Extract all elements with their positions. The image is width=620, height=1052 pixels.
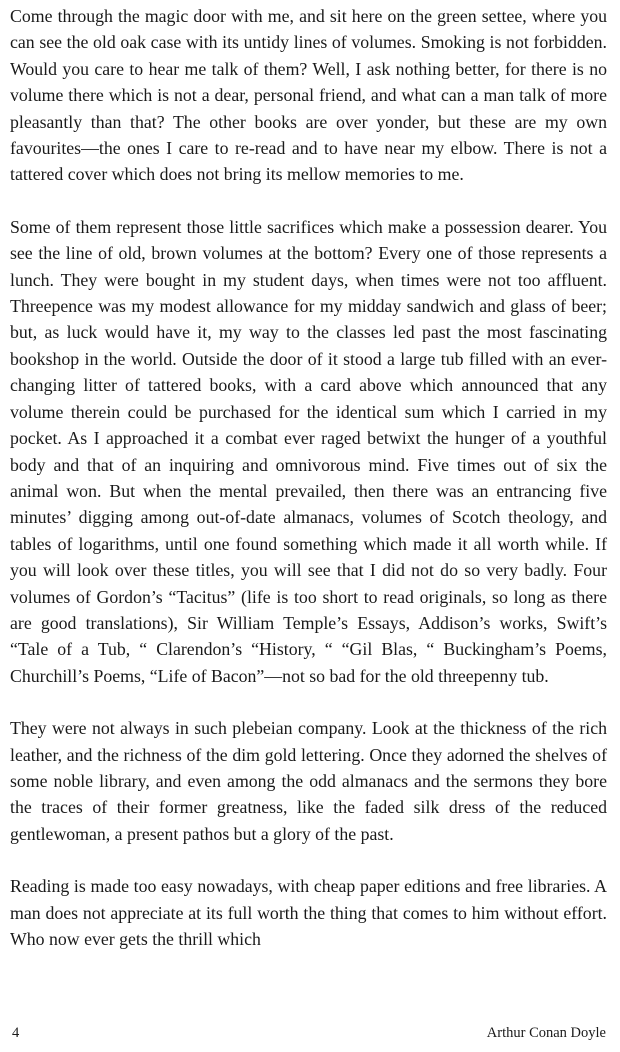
paragraph-4: Reading is made too easy nowadays, with cheap paper editions and free libraries. A man does not appreciate at its full worth the thing that comes to him without effort. Who now ever gets the thrill which (10, 876, 607, 949)
paragraph-2: Some of them represent those little sacrifices which make a possession dearer. You see the line of old, brown volumes at the bottom? Every one of those represents a lunch. They were bought in my student days, when times were not too affluent. Threepence was my modest allowance for my midday sandwich and glass of beer; but, as luck would have it, my way to the classes led past the most fascinating bookshop in the world. Outside the door of it stood a large tub filled with an ever-changing litter of tattered books, with a card above which announced that any volume therein could be purchased for the identical sum which I carried in my pocket. As I approached it a combat ever raged betwixt the hunger of a youthful body and that of an inquiring and omnivorous mind. Five times out of six the animal won. But when the mental prevailed, then there was an entrancing five minutes’ digging among out-of-date almanacs, volumes of Scotch theology, and tables of logarithms, until one found something which made it all worth while. If you will look over these titles, you will see that I did not do so very badly. Four volumes of Gordon’s “Tacitus” (life is too short to read originals, so long as there are good translations), Sir William Temple’s Essays, Addison’s works, Swift’s “Tale of a Tub, “ Clarendon’s “History, “ “Gil Blas, “ Buckingham’s Poems, Churchill’s Poems, “Life of Bacon”—not so bad for the old threepenny tub. (10, 216, 607, 686)
body-text (10, 3, 607, 978)
paragraph-1: Come through the magic door with me, and sit here on the green settee, where you can see the old oak case with its untidy lines of volumes. Smoking is not forbidden. Would you care to hear me talk of them? Well, I ask nothing better, for there is no volume there which is not a dear, personal friend, and what can a man talk of more pleasantly than that? The other books are over yonder, but these are my own favourites—the ones I care to re-read and to have near my elbow. There is not a tattered cover which does not bring its mellow memories to me. (10, 6, 607, 185)
page-number: 4 (12, 1025, 20, 1041)
author-name: Arthur Conan Doyle (486, 1025, 606, 1041)
page-footer (12, 1022, 606, 1044)
paragraph-3: They were not always in such plebeian company. Look at the thickness of the rich leather, and the richness of the dim gold lettering. Once they adorned the shelves of some noble library, and even among the odd almanacs and the sermons they bore the traces of their former greatness, like the faded silk dress of the reduced gentlewoman, a present pathos but a glory of the past. (10, 718, 607, 844)
